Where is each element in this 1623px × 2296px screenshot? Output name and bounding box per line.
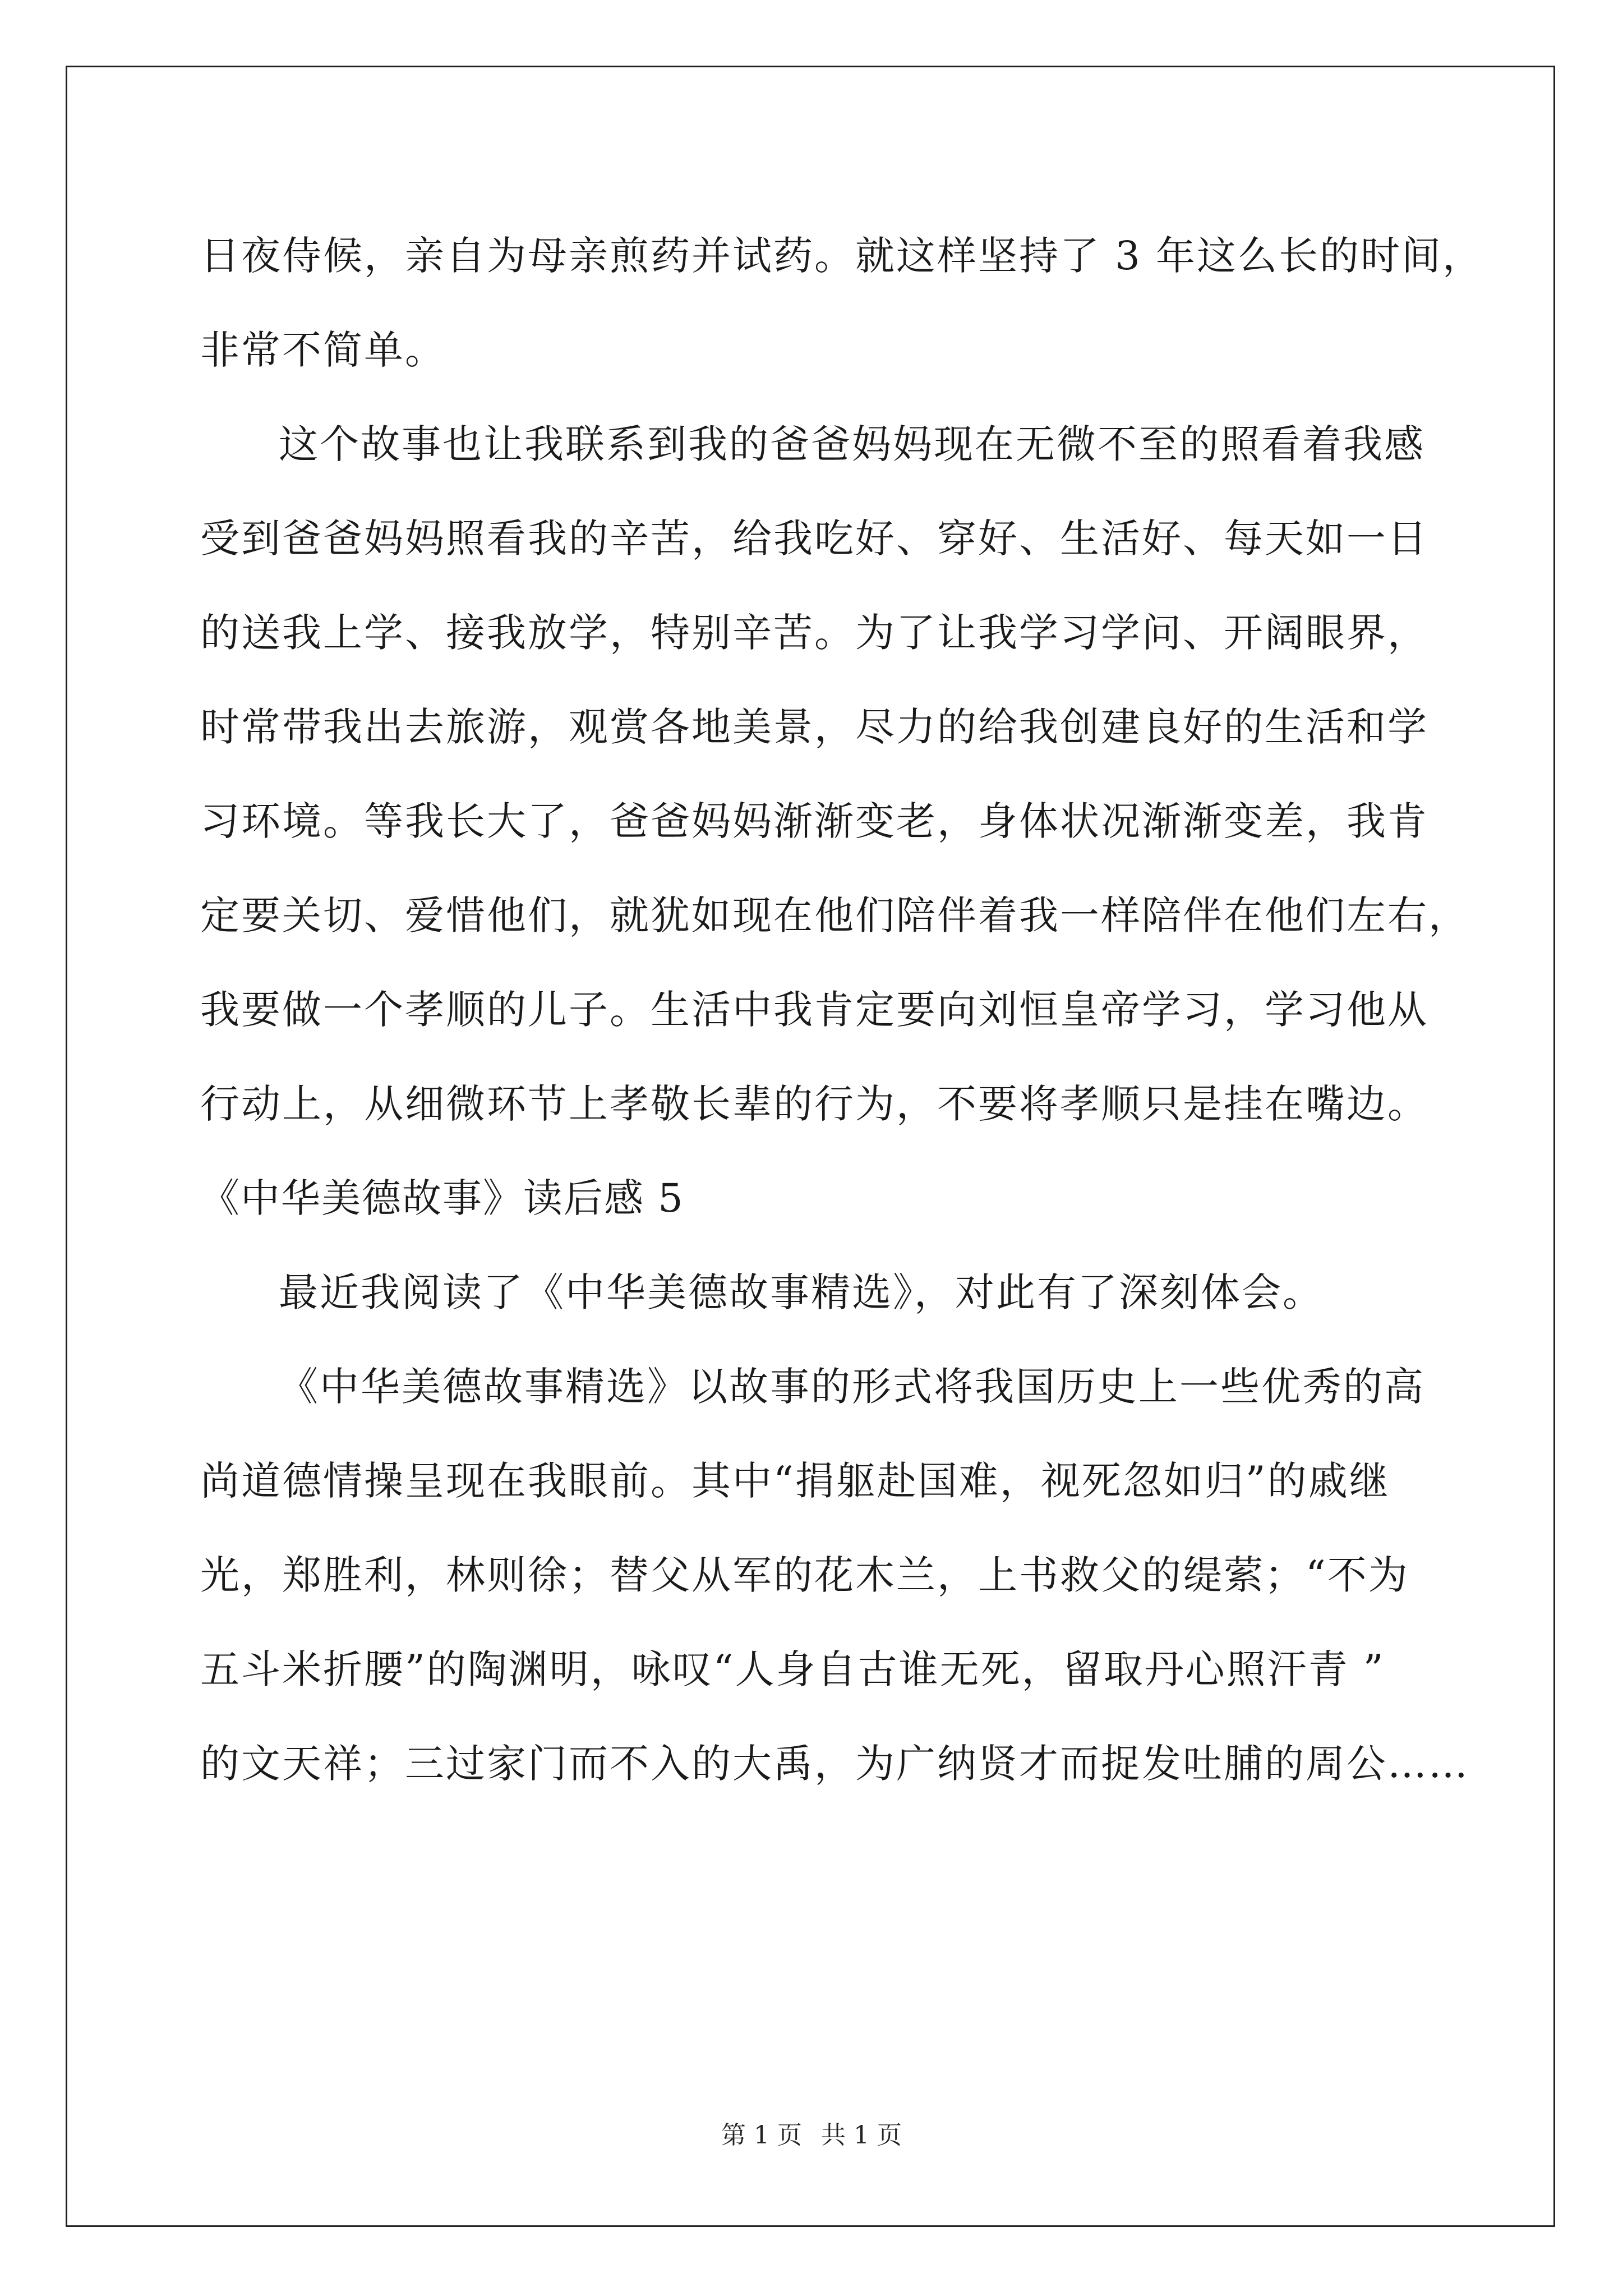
text-line: 我要做一个孝顺的儿子。生活中我肯定要向刘恒皇帝学习，学习他从: [200, 987, 1428, 1033]
text-line: 最近我阅读了《中华美德故事精选》，对此有了深刻体会。: [279, 1269, 1324, 1315]
page-total: 共 1 页: [821, 2121, 902, 2150]
text-line: 行动上，从细微环节上孝敬长辈的行为，不要将孝顺只是挂在嘴边。: [200, 1081, 1428, 1127]
text-line: 时常带我出去旅游，观赏各地美景，尽力的给我创建良好的生活和学: [200, 704, 1428, 750]
text-line: 这个故事也让我联系到我的爸爸妈妈现在无微不至的照看着我感: [279, 421, 1425, 467]
page-footer: [0, 2115, 1623, 2151]
text-line: 尚道德情操呈现在我眼前。其中“捐躯赴国难，视死忽如归”的戚继: [200, 1458, 1390, 1504]
text-line: 受到爸爸妈妈照看我的辛苦，给我吃好、穿好、生活好、每天如一日: [200, 516, 1428, 562]
text-line: 非常不简单。: [200, 327, 446, 373]
document-body: [200, 209, 1484, 1811]
text-line: 的文天祥；三过家门而不入的大禹，为广纳贤才而捉发吐脯的周公……: [200, 1741, 1469, 1787]
text-line: 习环境。等我长大了，爸爸妈妈渐渐变老，身体状况渐渐变差，我肯: [200, 798, 1428, 844]
text-line: 光，郑胜利，林则徐；替父从军的花木兰，上书救父的缇萦；“不为: [200, 1552, 1409, 1598]
text-line: 日夜侍候，亲自为母亲煎药并试药。就这样坚持了 3 年这么长的时间，: [200, 233, 1484, 279]
section-heading: 《中华美德故事》读后感 5: [200, 1175, 684, 1221]
page-number: 第 1 页: [721, 2121, 802, 2150]
text-line: 定要关切、爱惜他们，就犹如现在他们陪伴着我一样陪伴在他们左右，: [200, 892, 1469, 938]
text-line: 《中华美德故事精选》以故事的形式将我国历史上一些优秀的高: [279, 1364, 1425, 1410]
text-line: 的送我上学、接我放学，特别辛苦。为了让我学习学问、开阔眼界，: [200, 610, 1428, 656]
text-line: 五斗米折腰”的陶渊明，咏叹“人身自古谁无死，留取丹心照汗青 ”: [200, 1646, 1385, 1692]
